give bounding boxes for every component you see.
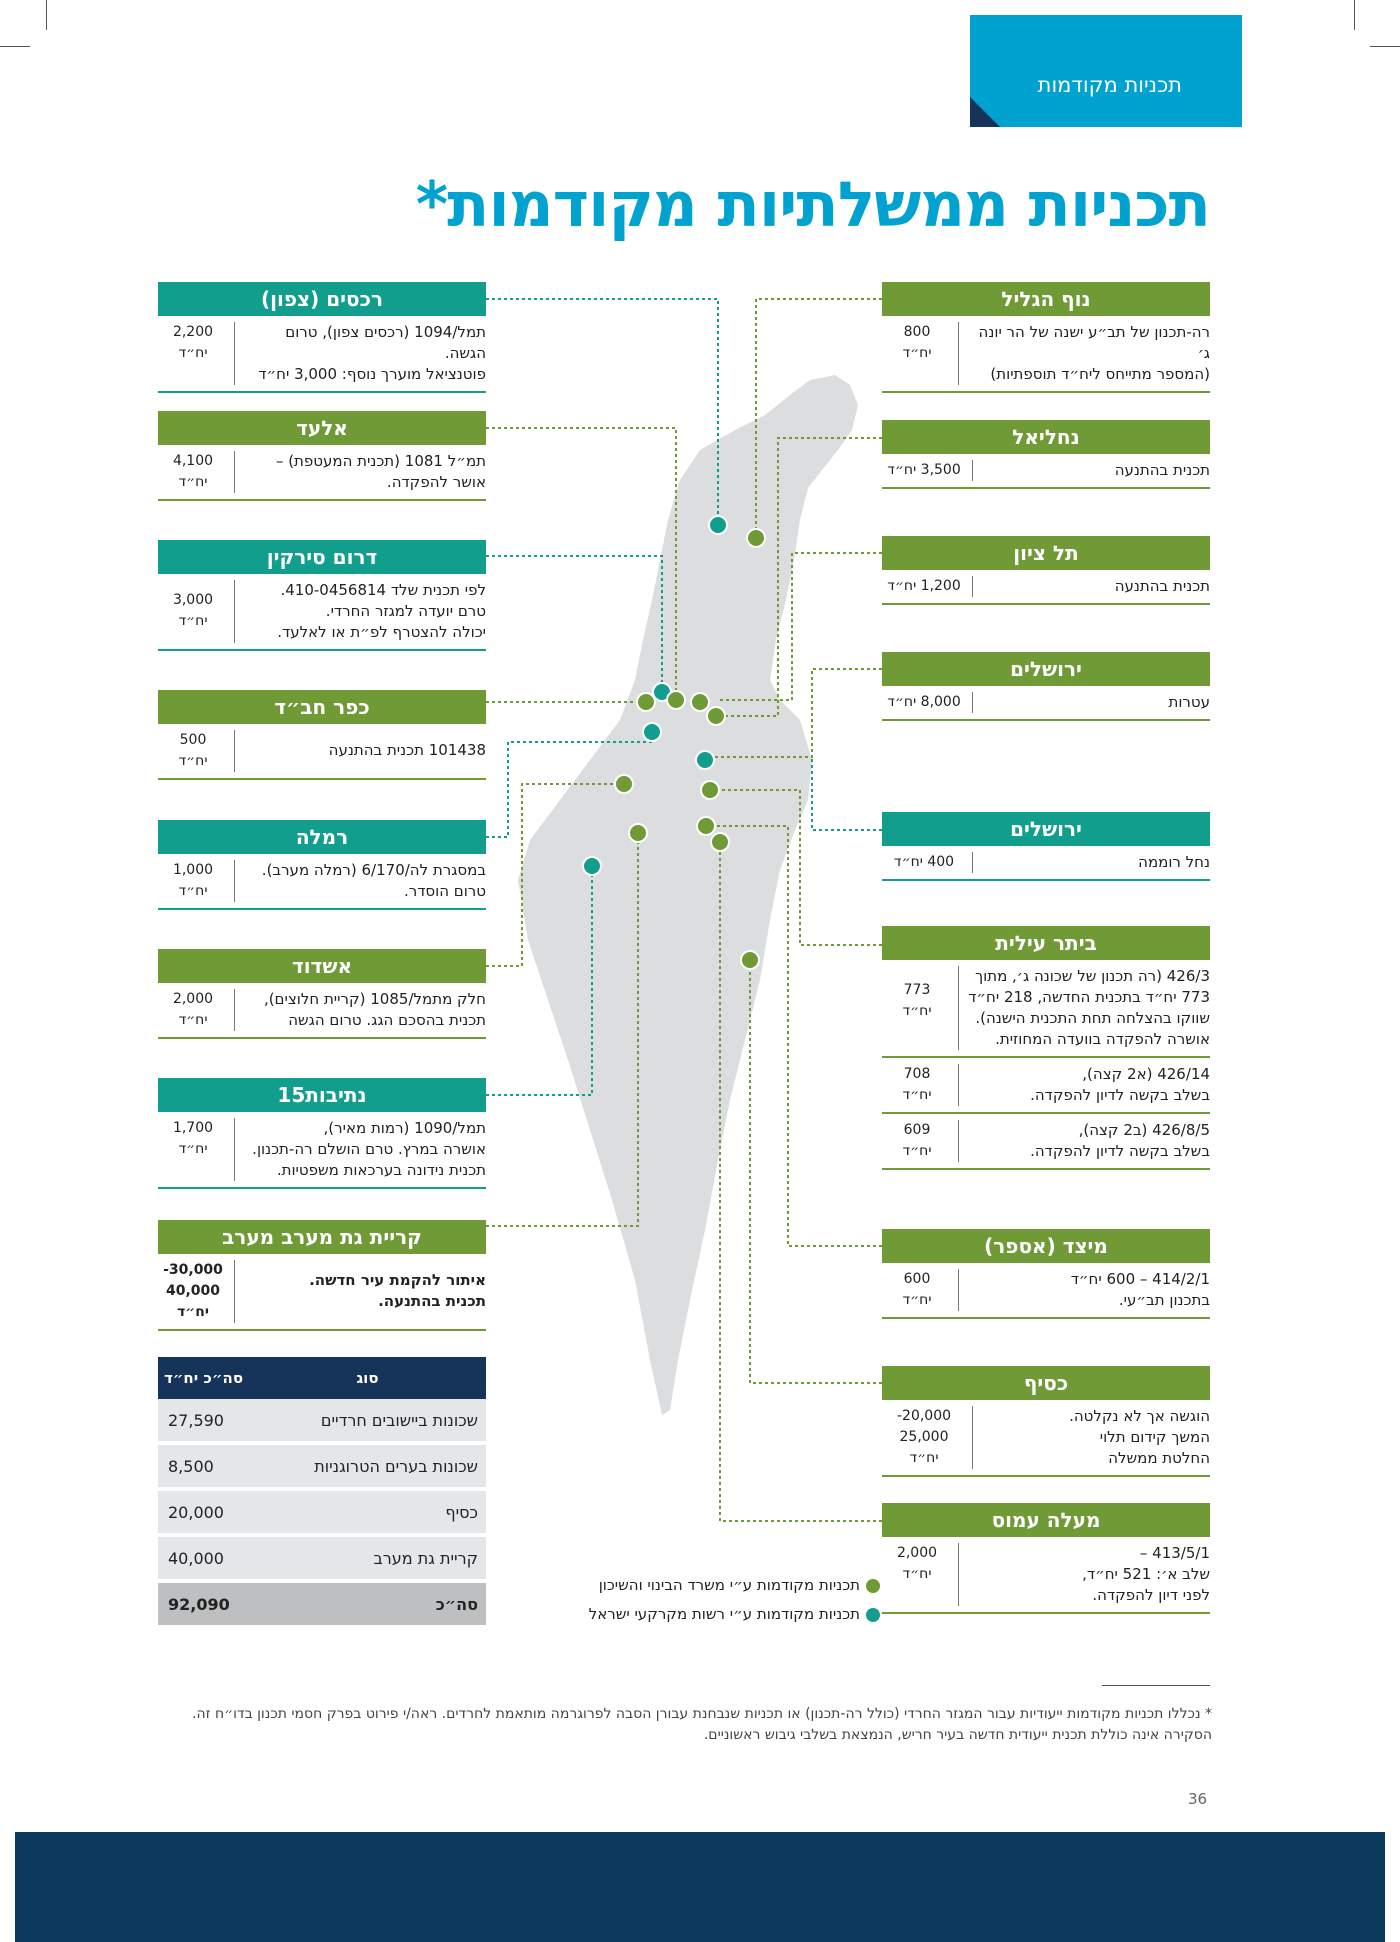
card-ashdod — [158, 949, 486, 1039]
summary-table — [158, 1357, 486, 1629]
card-text: 773 יח״ד בתכנית החדשה, 218 יח״ד — [968, 988, 1210, 1006]
footnote — [158, 1704, 1212, 1746]
map-point-meitar — [697, 817, 715, 835]
card-header: אשדוד — [158, 949, 486, 983]
map-point-ramla — [643, 723, 661, 741]
map-point-maale-amos — [711, 833, 729, 851]
map-point-netivot — [583, 857, 601, 875]
bottom-band — [15, 1832, 1385, 1942]
card-count: 500 — [179, 732, 207, 748]
card-text: לפני דיון להפקדה. — [1092, 1586, 1210, 1604]
map-point-kasif — [741, 951, 759, 969]
card-count: 773 — [903, 982, 931, 998]
card-unit: יח״ד — [178, 1012, 208, 1028]
card-darom-sirkin — [158, 540, 486, 651]
card-tel-zion — [882, 536, 1210, 605]
card-text: תכנית בהסכם הגג. טרום הגשה — [288, 1011, 486, 1029]
card-header: ביתר עילית — [882, 926, 1210, 960]
row-value: 27,590 — [158, 1399, 249, 1443]
card-text: שווקו בהצלחה תחת התכנית הישנה). — [975, 1009, 1210, 1027]
card-text: תכנית בהתנעה — [1114, 577, 1210, 595]
card-unit: יח״ד — [178, 613, 208, 629]
israel-shape — [518, 375, 858, 1415]
card-count: 1,700 — [172, 1120, 214, 1136]
card-unit: יח״ד — [178, 1141, 208, 1157]
map-point-elad — [637, 693, 655, 711]
legend-label: תכניות מקודמות ע״י רשות מקרקעי ישראל — [588, 1605, 860, 1623]
row-label: כסיף — [249, 1489, 486, 1535]
card-header: רכסים (צפון) — [158, 282, 486, 316]
card-count: 400 יח״ד — [893, 854, 955, 870]
row-value: 40,000 — [158, 1535, 249, 1581]
card-unit: יח״ד — [902, 1143, 932, 1159]
card-count: 40,000 — [165, 1283, 221, 1299]
card-text: בשלב בקשה לדיון להפקדה. — [1030, 1086, 1210, 1104]
card-header: מיצד (אספר) — [882, 1229, 1210, 1263]
map-point-ashdod — [615, 775, 633, 793]
card-kfar-habad — [158, 690, 486, 780]
card-count: 600 — [903, 1271, 931, 1287]
card-text: איתור להקמת עיר חדשה. — [309, 1271, 486, 1289]
card-text: 426/14 (א2 קצה), — [1082, 1065, 1210, 1083]
row-value: 8,500 — [158, 1443, 249, 1489]
card-ramla — [158, 820, 486, 910]
footnote-text: נכללו תכניות מקודמות ייעודיות עבור המגזר החרדי (כולל רה-תכנון) או תכניות שנבחנת עבורן הסבה לפרוגרמה מותאמת לחרדים. ראה/י פירוט בפרק חסמי תכנון בדו״ח זה. הסקירה אינה כוללת תכנית ייעודית חדשה בעיר חריש, הנמצאת בשלבי גיבוש ראשוניים. — [192, 1706, 1212, 1743]
card-count: 1,200 יח״ד — [887, 578, 961, 594]
table-total-row — [158, 1581, 486, 1627]
card-text: תכנית נידונה בערכאות משפטיות. — [276, 1161, 486, 1179]
card-text: נחל רוממה — [1138, 853, 1210, 871]
card-text: פוטנציאל מוערך נוסף: 3,000 יח״ד — [258, 365, 486, 383]
card-text: 414/2/1 – 600 יח״ד — [1070, 1270, 1210, 1288]
connector-darom-sirkin — [486, 556, 662, 692]
footnote-mark: * — [1205, 1706, 1212, 1722]
legend-item-teal — [560, 1605, 880, 1623]
card-unit: יח״ד — [177, 1304, 209, 1320]
card-unit: יח״ד — [902, 1003, 932, 1019]
card-header: קריית גת מערב מערב — [158, 1220, 486, 1254]
table-row — [158, 1489, 486, 1535]
card-header: רמלה — [158, 820, 486, 854]
card-rekhasim — [158, 282, 486, 393]
card-unit: יח״ד — [178, 474, 208, 490]
card-kiryat-gat — [158, 1220, 486, 1331]
card-text: רה-תכנון של תב״ע ישנה של הר יונה ג׳ — [978, 323, 1210, 362]
card-text: תמל/1090 (רמות מאיר), — [323, 1119, 486, 1137]
card-header: כסיף — [882, 1366, 1210, 1400]
map-point-tel-zion — [691, 693, 709, 711]
card-header: תל ציון — [882, 536, 1210, 570]
card-jerusalem-atarot — [882, 652, 1210, 721]
card-text: 101438 תכנית בהתנעה — [328, 741, 486, 759]
card-count: 4,100 — [172, 453, 214, 469]
legend-dot-green — [866, 1579, 880, 1593]
card-unit: יח״ד — [902, 345, 932, 361]
card-text: המשך קידום תלוי — [1099, 1428, 1210, 1446]
card-count: 20,000- — [896, 1408, 952, 1424]
card-count: 8,000 יח״ד — [887, 694, 961, 710]
footnote-divider — [1102, 1685, 1210, 1686]
card-header: ירושלים — [882, 812, 1210, 846]
connector-jerusalem-2 — [812, 757, 882, 830]
card-count: 2,000 — [896, 1545, 938, 1561]
card-count: 25,000 — [899, 1429, 949, 1445]
card-text: עטרות — [1168, 693, 1210, 711]
page-number: 36 — [1188, 1790, 1208, 1808]
card-count: 1,000 — [172, 862, 214, 878]
row-label: קריית גת מערב — [249, 1535, 486, 1581]
card-text: תכנית בהתנעה — [1114, 461, 1210, 479]
card-text: טרם יועדה למגזר החרדי. — [325, 602, 486, 620]
card-unit: יח״ד — [178, 883, 208, 899]
card-text: הוגשה אך לא נקלטה. — [1069, 1407, 1210, 1425]
card-unit: יח״ד — [902, 1292, 932, 1308]
card-text: 426/8/5 (ב2 קצה), — [1078, 1121, 1210, 1139]
card-count: 800 — [903, 324, 931, 340]
card-unit: יח״ד — [178, 753, 208, 769]
card-unit: יח״ד — [902, 1087, 932, 1103]
card-text: תמל/1094 (רכסים צפון), טרום הגשה. — [285, 323, 486, 362]
card-text: שלב א׳: 521 יח״ד, — [1082, 1565, 1210, 1583]
table-header-row — [158, 1357, 486, 1399]
card-text: (המספר מתייחס ליח״ד תוספתיות) — [990, 365, 1210, 383]
card-text: לפי תכנית שלד 410-0456814. — [280, 581, 486, 599]
map-point-rekhasim — [709, 516, 727, 534]
card-nahaliel — [882, 420, 1210, 489]
card-text: החלטת ממשלה — [1108, 1449, 1210, 1467]
card-header: דרום סירקין — [158, 540, 486, 574]
card-header: נתיבות15 — [158, 1078, 486, 1112]
card-text: חלק מתמל/1085 (קריית חלוצים), — [263, 990, 486, 1008]
card-text: טרום הוסדר. — [403, 882, 486, 900]
card-text: בשלב בקשה לדיון להפקדה. — [1030, 1142, 1210, 1160]
row-label: שכונות ביישובים חרדיים — [249, 1399, 486, 1443]
card-text: אושרה במרץ. טרם הושלם רה-תכנון. — [252, 1140, 486, 1158]
map-point-nahaliel — [707, 707, 725, 725]
card-meitar — [882, 1229, 1210, 1319]
card-kasif — [882, 1366, 1210, 1477]
map-point-kfar-habad — [667, 691, 685, 709]
card-text: יכולה להצטרף לפ״ת או לאלעד. — [277, 623, 486, 641]
card-count: 2,000 — [172, 991, 214, 1007]
table-row — [158, 1443, 486, 1489]
card-netivot — [158, 1078, 486, 1189]
card-unit: יח״ד — [178, 345, 208, 361]
page-title: תכניות ממשלתיות מקודמות* — [415, 168, 1210, 241]
card-header: אלעד — [158, 411, 486, 445]
card-header: נוף הגליל — [882, 282, 1210, 316]
card-count: 3,500 יח״ד — [887, 462, 961, 478]
card-header: כפר חב״ד — [158, 690, 486, 724]
map-point-nof-hagalil — [747, 529, 765, 547]
card-count: 30,000- — [163, 1262, 223, 1278]
map-point-beitar — [701, 781, 719, 799]
total-value: 92,090 — [158, 1581, 249, 1627]
card-text: אושרה להפקדה בוועדה המחוזית. — [995, 1030, 1210, 1048]
table-row — [158, 1535, 486, 1581]
card-jerusalem-romema — [882, 812, 1210, 881]
card-count: 2,200 — [172, 324, 214, 340]
table-row — [158, 1399, 486, 1443]
row-label: שכונות בערים הטרוגניות — [249, 1443, 486, 1489]
card-header: ירושלים — [882, 652, 1210, 686]
map-point-jerusalem — [696, 751, 714, 769]
section-tab-label: תכניות מקודמות — [1037, 73, 1182, 97]
card-nof-hagalil — [882, 282, 1210, 393]
card-text: בתכנון תב״עי. — [1118, 1291, 1210, 1309]
col-header-type: סוג — [249, 1357, 486, 1399]
card-unit: יח״ד — [909, 1450, 939, 1466]
connector-kasif — [750, 960, 882, 1383]
legend-dot-teal — [866, 1608, 880, 1622]
card-count: 609 — [903, 1122, 931, 1138]
card-count: 3,000 — [172, 592, 214, 608]
card-text: 426/3 (רה תכנון של שכונה ג׳, מתוך — [975, 967, 1210, 985]
card-text: אושר להפקדה. — [386, 473, 486, 491]
card-text: 413/5/1 – — [1139, 1544, 1210, 1562]
card-text: תכנית בהתנעה. — [378, 1292, 486, 1310]
row-value: 20,000 — [158, 1489, 249, 1535]
card-maale-amos — [882, 1503, 1210, 1614]
card-elad — [158, 411, 486, 501]
legend-label: תכניות מקודמות ע״י משרד הבינוי והשיכון — [598, 1576, 860, 1594]
card-header: נחליאל — [882, 420, 1210, 454]
card-unit: יח״ד — [902, 1566, 932, 1582]
card-text: במסגרת לה/6/170 (רמלה מערב). — [261, 861, 486, 879]
card-count: 708 — [903, 1066, 931, 1082]
legend-item-green — [560, 1576, 880, 1594]
total-label: סה״כ — [249, 1581, 486, 1627]
card-beitar — [882, 926, 1210, 1170]
map-point-kiryat-gat — [629, 824, 647, 842]
card-header: מעלה עמוס — [882, 1503, 1210, 1537]
card-text: תמ״ל 1081 (תכנית המעטפת) – — [275, 452, 486, 470]
col-header-total: סה״כ יח״ד — [158, 1357, 249, 1399]
